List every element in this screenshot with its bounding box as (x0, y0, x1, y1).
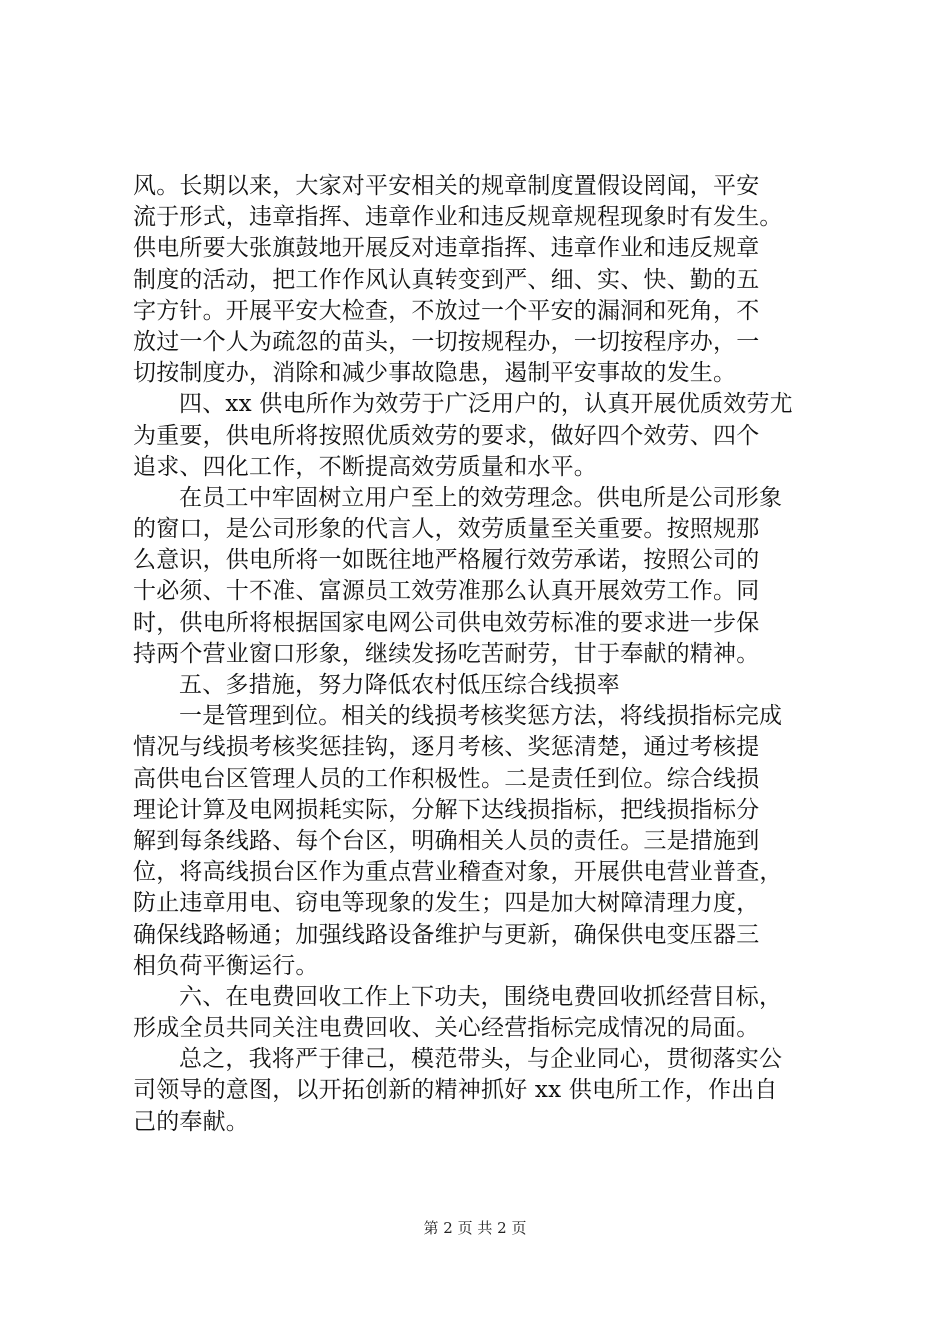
text-line: 相负荷平衡运行。 (133, 952, 319, 979)
text-line: 为重要，供电所将按照优质效劳的要求，做好四个效劳、四个 (133, 422, 760, 449)
text-line: 十必须、十不准、富源员工效劳准那么认真开展效劳工作。同 (133, 578, 760, 605)
text-line: 的窗口，是公司形象的代言人，效劳质量至关重要。按照规那 (133, 516, 760, 543)
text-line: 时，供电所将根据国家电网公司供电效劳标准的要求进一步保 (133, 609, 760, 636)
text-line: 情况与线损考核奖惩挂钩，逐月考核、奖惩清楚，通过考核提 (133, 734, 760, 761)
paragraph-start-line: 在员工中牢固树立用户至上的效劳理念。供电所是公司形象 (179, 484, 783, 511)
text-line: 制度的活动，把工作作风认真转变到严、细、实、快、勤的五 (133, 266, 760, 293)
text-line: 理论计算及电网损耗实际，分解下达线损指标，把线损指标分 (133, 796, 760, 823)
text-line: 解到每条线路、每个台区，明确相关人员的责任。三是措施到 (133, 827, 760, 854)
text-line: 位，将高线损台区作为重点营业稽查对象，开展供电营业普查， (133, 859, 783, 886)
text-line: 切按制度办，消除和减少事故隐患，遏制平安事故的发生。 (133, 360, 737, 387)
text-line: 持两个营业窗口形象，继续发扬吃苦耐劳，甘于奉献的精神。 (133, 640, 760, 667)
text-line: 放过一个人为疏忽的苗头，一切按规程办，一切按程序办，一 (133, 328, 760, 355)
text-line: 形成全员共同关注电费回收、关心经营指标完成情况的局面。 (133, 1015, 760, 1042)
page-number-footer: 第 2 页 共 2 页 (423, 1219, 527, 1237)
text-line: 防止违章用电、窃电等现象的发生；四是加大树障清理力度， (133, 890, 760, 917)
text-line: 字方针。开展平安大检查，不放过一个平安的漏洞和死角，不 (133, 297, 760, 324)
paragraph-start-line: 四、xx 供电所作为效劳于广泛用户的，认真开展优质效劳尤 (179, 391, 793, 418)
section-heading-line: 五、多措施，努力降低农村低压综合线损率 (179, 672, 620, 698)
text-line: 追求、四化工作，不断提高效劳质量和水平。 (133, 453, 597, 480)
paragraph-start-line: 六、在电费回收工作上下功夫，围绕电费回收抓经营目标， (179, 983, 783, 1010)
text-line: 供电所要大张旗鼓地开展反对违章指挥、违章作业和违反规章 (133, 235, 760, 262)
text-line: 确保线路畅通；加强线路设备维护与更新，确保供电变压器三 (133, 921, 760, 948)
text-line: 风。长期以来，大家对平安相关的规章制度置假设罔闻，平安 (133, 173, 760, 199)
text-line: 流于形式，违章指挥、违章作业和违反规章规程现象时有发生。 (133, 204, 783, 231)
document-body (133, 171, 833, 1138)
text-line: 己的奉献。 (133, 1108, 249, 1135)
text-line: 高供电台区管理人员的工作积极性。二是责任到位。综合线损 (133, 765, 760, 792)
paragraph-start-line: 一是管理到位。相关的线损考核奖惩方法，将线损指标完成 (179, 703, 783, 730)
paragraph-start-line: 总之，我将严于律己，模范带头，与企业同心，贯彻落实公 (179, 1046, 783, 1073)
text-line: 么意识，供电所将一如既往地严格履行效劳承诺，按照公司的 (133, 547, 760, 574)
text-line: 司领导的意图，以开拓创新的精神抓好 xx 供电所工作，作出自 (133, 1077, 778, 1104)
